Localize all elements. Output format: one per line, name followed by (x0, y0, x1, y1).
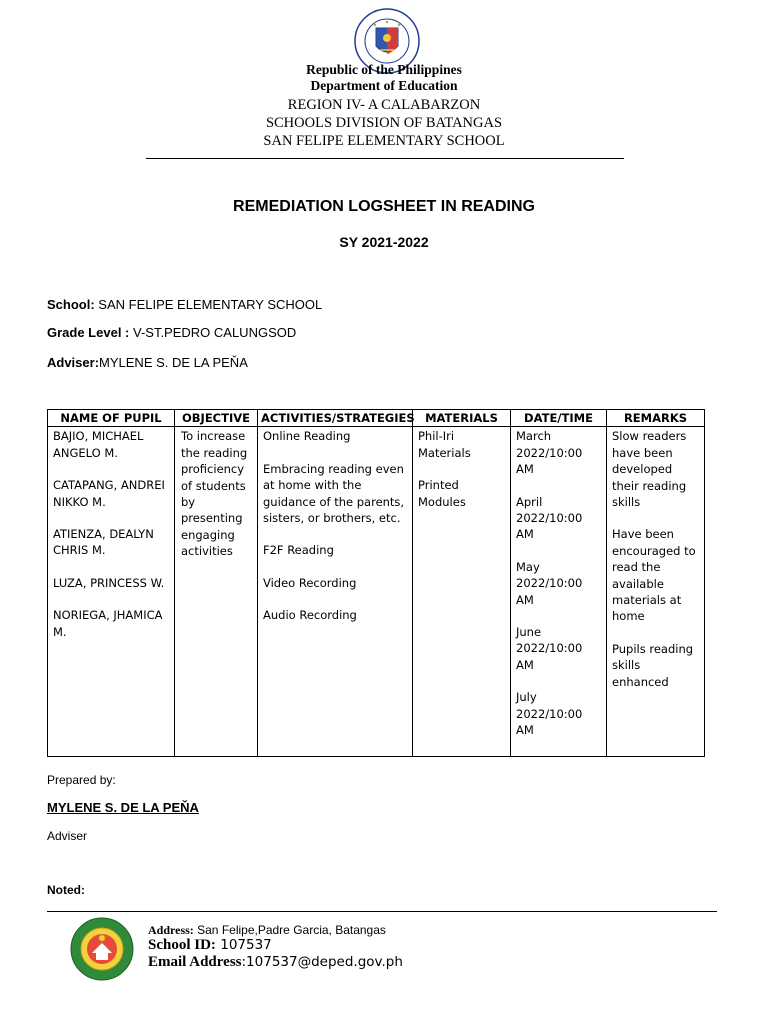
pupil-name: NORIEGA, JHAMICA M. (53, 608, 163, 639)
material-item: Printed Modules (418, 478, 466, 509)
header-org (0, 62, 768, 94)
date-item: April 2022/10:00 AM (516, 494, 583, 542)
adviser-label: Adviser: (47, 355, 100, 370)
header-line1: Republic of the Philippines (306, 62, 462, 77)
activities-cell (258, 427, 413, 756)
school-value: SAN FELIPE ELEMENTARY SCHOOL (94, 297, 323, 312)
date-item: May 2022/10:00 AM (516, 559, 583, 607)
meta-school (47, 297, 322, 312)
pupil-name: BAJIO, MICHAEL ANGELO M. (53, 429, 144, 460)
remark-item: Slow readers have been developed their reading skills (612, 429, 687, 510)
date-item: June 2022/10:00 AM (516, 625, 583, 672)
header-line2: Department of Education (310, 78, 458, 93)
footer-email (148, 954, 403, 971)
datetime-cell (511, 427, 607, 756)
remark-item: Have been encouraged to read the available materials at home (612, 527, 696, 624)
date-item: March 2022/10:00 AM (516, 429, 583, 477)
meta-adviser (47, 355, 248, 370)
header-line5: SAN FELIPE ELEMENTARY SCHOOL (263, 133, 505, 149)
footer-school-id (148, 937, 272, 954)
activity-item: Embracing reading even at home with the guidance of the parents, sisters, or brothers, etc. (263, 461, 405, 526)
school-id-label: School ID: (148, 937, 216, 953)
material-item: Phil-Iri Materials (418, 429, 471, 460)
email-value: :107537@deped.gov.ph (241, 954, 403, 970)
materials-cell (413, 427, 511, 756)
pupil-cell (48, 427, 175, 756)
objective-cell: To increase the reading proficiency of students by presenting engaging activities (175, 427, 258, 756)
school-id-value: 107537 (215, 937, 272, 953)
footer-address (148, 923, 386, 938)
col-header-objective: OBJECTIVE (175, 410, 258, 427)
email-label: Email Address (148, 954, 242, 970)
header-line3: REGION IV- A CALABARZON (287, 97, 481, 113)
preparer-role: Adviser (47, 829, 88, 843)
date-item: July 2022/10:00 AM (516, 690, 583, 738)
meta-grade (47, 325, 296, 340)
header-divider (146, 158, 624, 159)
school-year: SY 2021-2022 (339, 234, 429, 250)
school-label: School: (47, 297, 95, 312)
address-value: San Felipe,Padre Garcia, Batangas (193, 923, 386, 937)
header-line4: SCHOOLS DIVISION OF BATANGAS (265, 115, 503, 131)
prepared-by-label: Prepared by: (47, 773, 116, 787)
pupil-name: ATIENZA, DEALYN CHRIS M. (53, 527, 154, 558)
col-header-activities: ACTIVITIES/STRATEGIES (258, 410, 413, 427)
activity-item: Audio Recording (263, 608, 357, 623)
col-header-pupil: NAME OF PUPIL (48, 410, 175, 427)
remark-item: Pupils reading skills enhanced (612, 641, 694, 689)
footer-divider (47, 911, 717, 912)
preparer-name: MYLENE S. DE LA PEŇA (47, 800, 199, 815)
activity-item: Online Reading (263, 429, 351, 444)
grade-value: V-ST.PEDRO CALUNGSOD (129, 325, 297, 340)
document-title: REMEDIATION LOGSHEET IN READING (233, 198, 535, 215)
col-header-datetime: DATE/TIME (511, 410, 607, 427)
table-header-row (48, 410, 705, 427)
pupil-name: CATAPANG, ANDREI NIKKO M. (53, 478, 165, 509)
col-header-remarks: REMARKS (607, 410, 705, 427)
remediation-table (47, 409, 705, 757)
school-logo-icon (70, 917, 134, 981)
col-header-materials: MATERIALS (413, 410, 511, 427)
adviser-value: MYLENE S. DE LA PEŇA (99, 355, 248, 370)
activity-item: Video Recording (263, 575, 357, 590)
address-label: Address: (148, 923, 194, 937)
remarks-cell (607, 427, 705, 756)
table-row (48, 427, 705, 756)
activity-item: F2F Reading (263, 543, 334, 558)
pupil-name: LUZA, PRINCESS W. (53, 575, 165, 590)
grade-label: Grade Level : (47, 325, 130, 340)
noted-label: Noted: (47, 883, 85, 897)
header-region (0, 96, 768, 150)
